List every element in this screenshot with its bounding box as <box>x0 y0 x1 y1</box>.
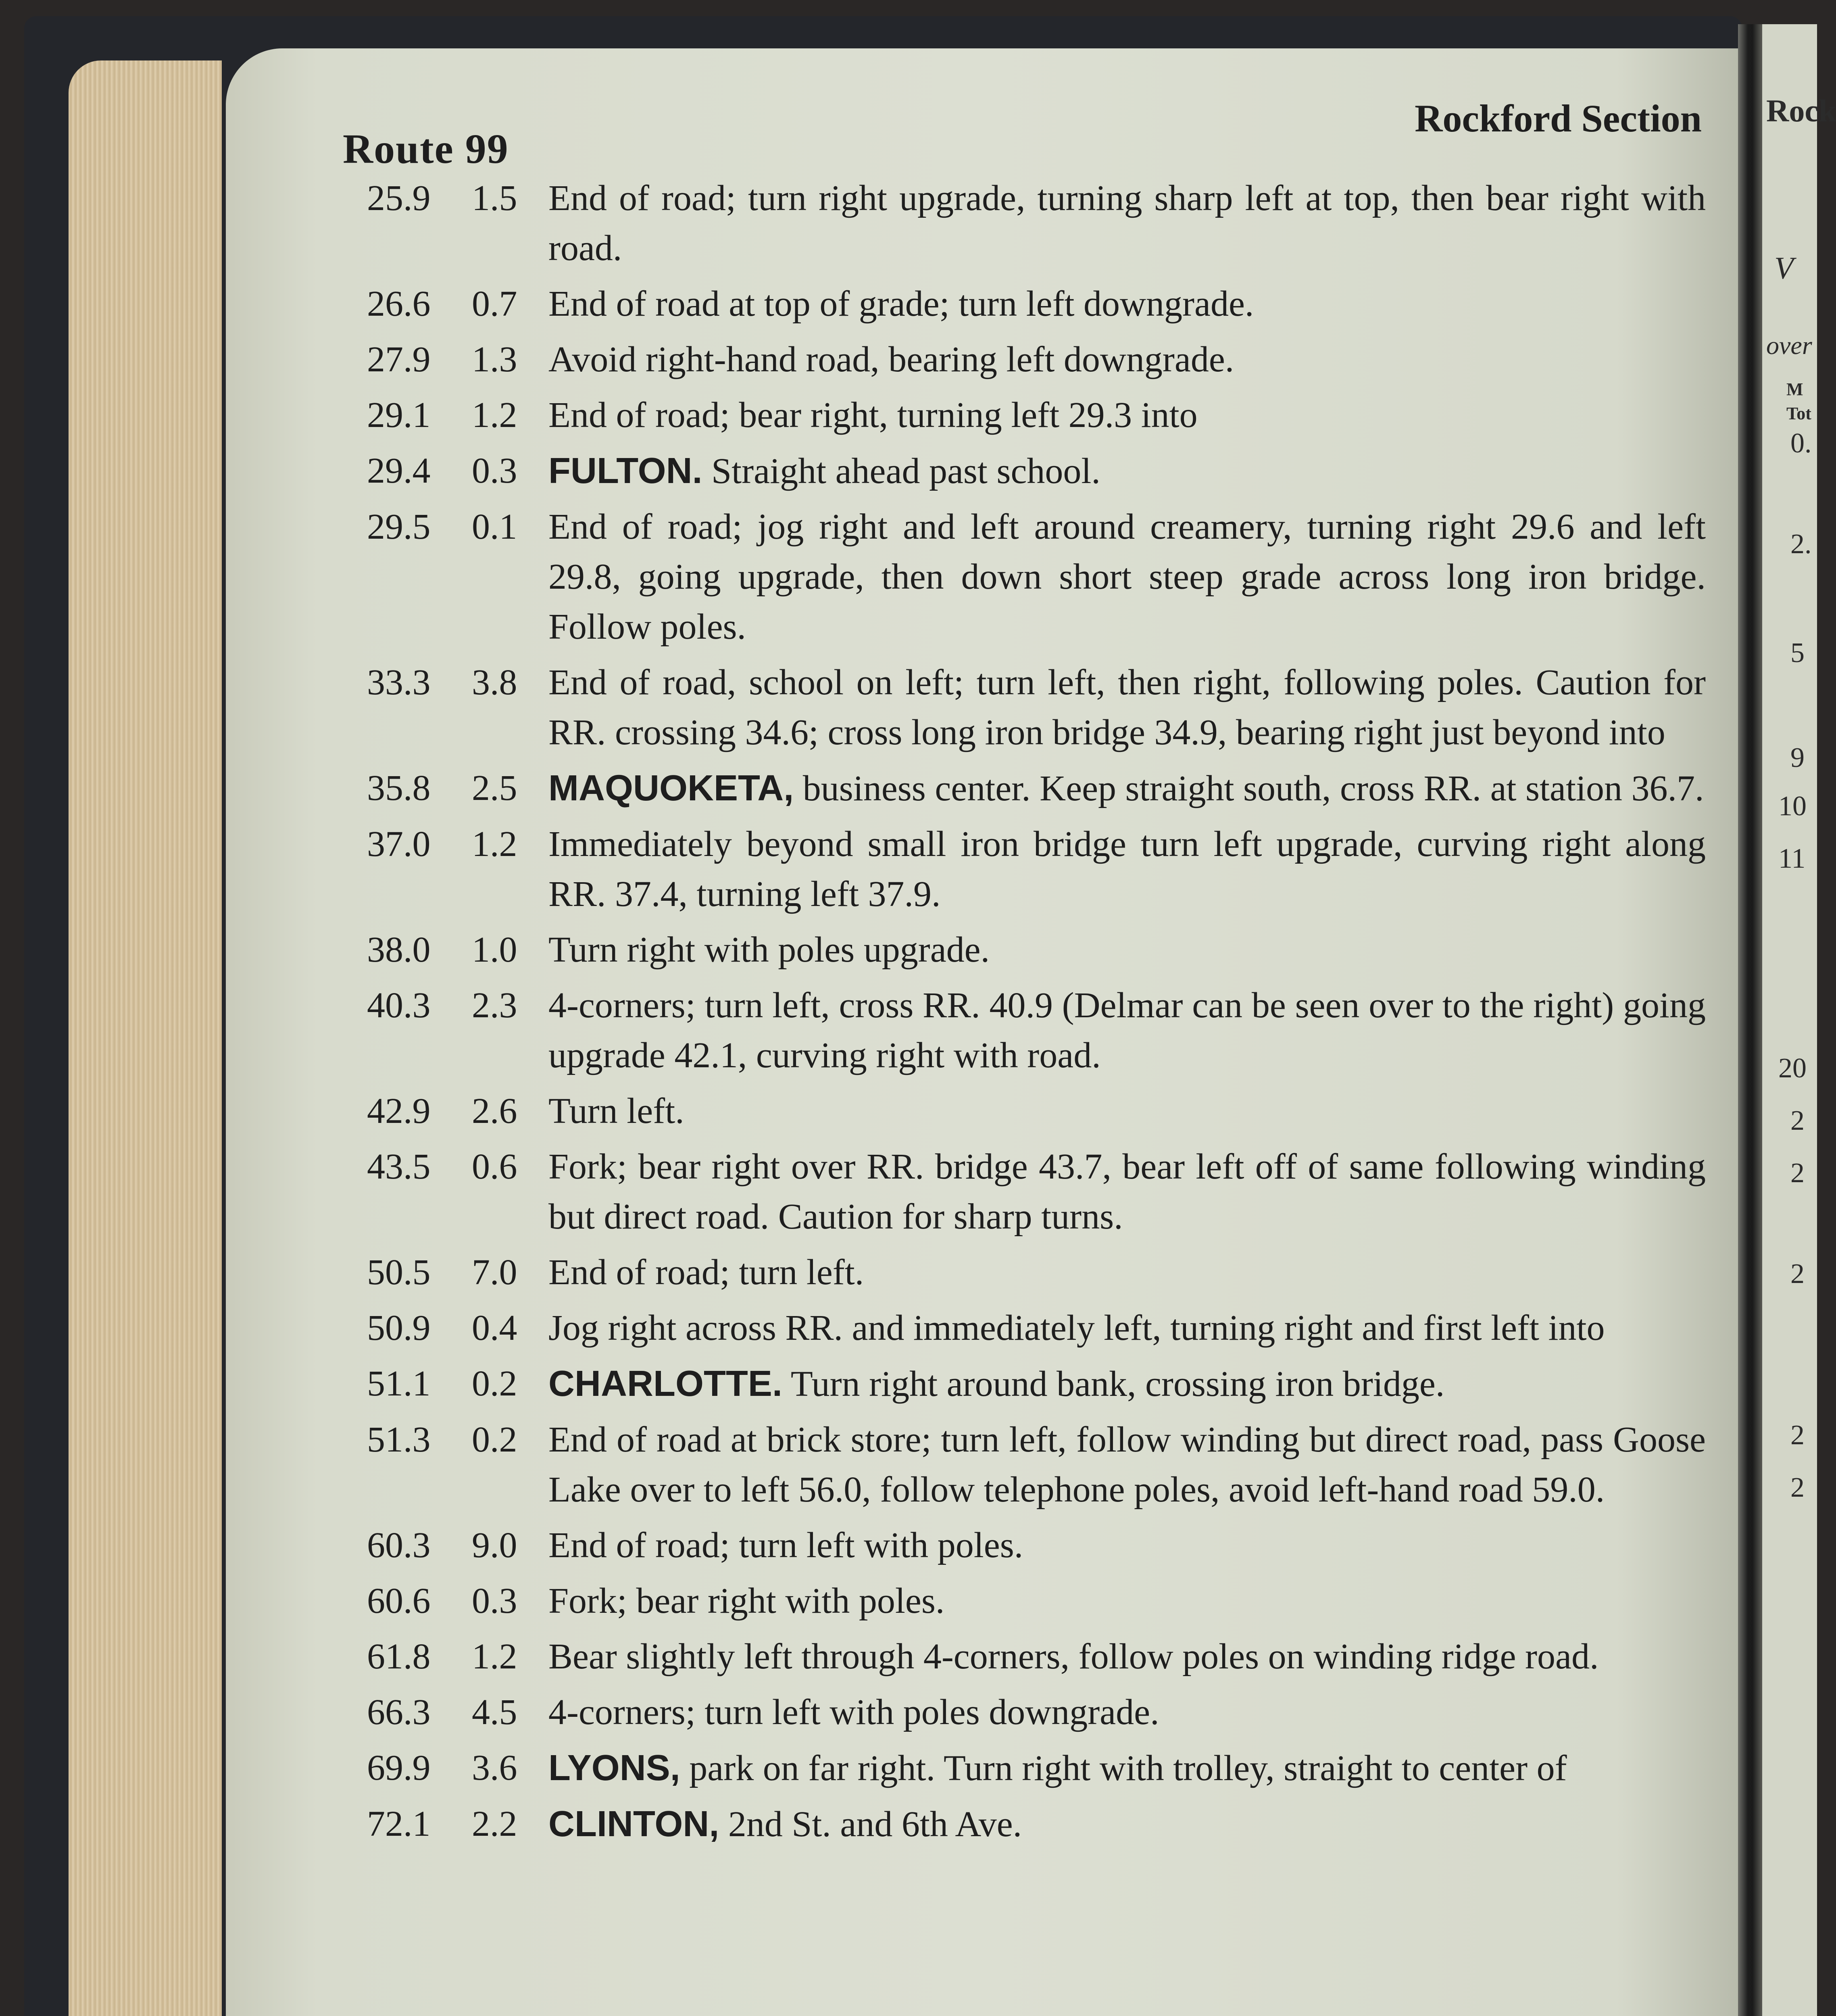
direction-text <box>548 1415 1714 1515</box>
total-mileage: 29.1 <box>367 395 431 435</box>
direction-text <box>548 1576 1714 1626</box>
direction-text <box>548 1248 1714 1297</box>
intermediate-mileage: 2.5 <box>472 768 517 808</box>
direction-text <box>548 1799 1714 1849</box>
next-page-text: M <box>1786 379 1803 399</box>
direction-description: Turn left. <box>548 1091 684 1131</box>
direction-description: 4-corners; turn left with poles downgrade. <box>548 1692 1159 1732</box>
total-mileage: 29.5 <box>367 507 431 547</box>
town-name: LYONS, <box>548 1748 680 1788</box>
total-mileage: 42.9 <box>367 1091 431 1131</box>
total-mileage: 51.3 <box>367 1420 431 1460</box>
direction-text <box>548 279 1714 329</box>
direction-text <box>548 1086 1714 1136</box>
direction-text <box>548 981 1714 1081</box>
direction-row <box>343 925 1714 975</box>
direction-row <box>343 1687 1714 1737</box>
total-mileage: 40.3 <box>367 985 431 1025</box>
direction-row <box>343 658 1714 758</box>
direction-text <box>548 502 1714 652</box>
next-page-text: 2 <box>1790 1420 1805 1451</box>
direction-description: Straight ahead past school. <box>711 451 1100 491</box>
intermediate-mileage: 1.2 <box>472 824 517 864</box>
next-page-text: 2 <box>1790 1105 1805 1136</box>
next-page-text: 2 <box>1790 1158 1805 1189</box>
direction-description: End of road; turn right upgrade, turning sharp left at top, then bear right with road. <box>548 178 1706 268</box>
next-page-text: 20 <box>1778 1053 1807 1084</box>
next-page-fragment <box>1762 24 1836 2016</box>
town-name: FULTON. <box>548 451 702 491</box>
next-page-text: V <box>1774 250 1794 285</box>
section-title: Rockford Section <box>1415 97 1702 140</box>
direction-text <box>548 1520 1714 1570</box>
total-mileage: 26.6 <box>367 284 431 324</box>
intermediate-mileage: 2.2 <box>472 1804 517 1844</box>
direction-row <box>343 1576 1714 1626</box>
direction-row <box>343 1359 1714 1409</box>
direction-text <box>548 1142 1714 1242</box>
town-name: CHARLOTTE. <box>548 1364 782 1404</box>
direction-row <box>343 502 1714 652</box>
page-content <box>343 93 1714 2016</box>
direction-description: End of road; bear right, turning left 29.3 into <box>548 395 1198 435</box>
direction-text <box>548 1743 1714 1793</box>
direction-row <box>343 446 1714 496</box>
direction-row <box>343 1799 1714 1849</box>
intermediate-mileage: 0.2 <box>472 1420 517 1460</box>
intermediate-mileage: 1.2 <box>472 1637 517 1677</box>
next-page-text: 10 <box>1778 791 1807 822</box>
direction-description: Fork; bear right over RR. bridge 43.7, bear left off of same following winding but direct road. Caution for sharp turns. <box>548 1147 1706 1237</box>
intermediate-mileage: 0.3 <box>472 1581 517 1621</box>
next-page-text: 0. <box>1790 428 1812 459</box>
intermediate-mileage: 4.5 <box>472 1692 517 1732</box>
direction-row <box>343 1248 1714 1297</box>
intermediate-mileage: 9.0 <box>472 1525 517 1565</box>
next-page-text: 5 <box>1790 637 1805 669</box>
direction-text <box>548 1359 1714 1409</box>
direction-text <box>548 1632 1714 1682</box>
page-edges <box>69 60 222 2016</box>
town-name: MAQUOKETA, <box>548 768 794 808</box>
next-page-text: 2 <box>1790 1258 1805 1289</box>
total-mileage: 66.3 <box>367 1692 431 1732</box>
direction-description: Bear slightly left through 4-corners, follow poles on winding ridge road. <box>548 1637 1599 1677</box>
intermediate-mileage: 3.6 <box>472 1748 517 1788</box>
intermediate-mileage: 0.3 <box>472 451 517 491</box>
total-mileage: 29.4 <box>367 451 431 491</box>
intermediate-mileage: 1.3 <box>472 339 517 379</box>
intermediate-mileage: 0.1 <box>472 507 517 547</box>
direction-text <box>548 819 1714 919</box>
direction-text <box>548 925 1714 975</box>
total-mileage: 60.6 <box>367 1581 431 1621</box>
direction-row <box>343 173 1714 273</box>
direction-description: End of road; turn left with poles. <box>548 1525 1023 1565</box>
direction-row <box>343 1303 1714 1353</box>
direction-text <box>548 173 1714 273</box>
direction-text <box>548 658 1714 758</box>
direction-row <box>343 819 1714 919</box>
direction-row <box>343 763 1714 814</box>
intermediate-mileage: 2.3 <box>472 985 517 1025</box>
direction-description: End of road at top of grade; turn left downgrade. <box>548 284 1254 324</box>
intermediate-mileage: 0.4 <box>472 1308 517 1348</box>
total-mileage: 27.9 <box>367 339 431 379</box>
direction-row <box>343 1520 1714 1570</box>
route-directions <box>343 173 1714 1855</box>
direction-description: Jog right across RR. and immediately left, turning right and first left into <box>548 1308 1605 1348</box>
intermediate-mileage: 0.7 <box>472 284 517 324</box>
direction-description: End of road; turn left. <box>548 1252 864 1292</box>
total-mileage: 37.0 <box>367 824 431 864</box>
direction-description: Fork; bear right with poles. <box>548 1581 945 1621</box>
direction-text <box>548 1303 1714 1353</box>
direction-text <box>548 446 1714 496</box>
direction-text <box>548 763 1714 814</box>
direction-description: End of road, school on left; turn left, then right, following poles. Caution for RR. crossing 34.6; cross long iron bridge 34.9, bearing right just beyond into <box>548 662 1706 752</box>
intermediate-mileage: 0.2 <box>472 1364 517 1404</box>
direction-row <box>343 981 1714 1081</box>
next-page-text: 2 <box>1790 1472 1805 1503</box>
direction-description: 2nd St. and 6th Ave. <box>728 1804 1022 1844</box>
next-page-text: over <box>1766 331 1812 360</box>
next-page-text: 9 <box>1790 742 1805 773</box>
total-mileage: 25.9 <box>367 178 431 218</box>
total-mileage: 60.3 <box>367 1525 431 1565</box>
total-mileage: 50.5 <box>367 1252 431 1292</box>
total-mileage: 61.8 <box>367 1637 431 1677</box>
direction-description: End of road at brick store; turn left, follow winding but direct road, pass Goose Lake over to left 56.0, follow telephone poles, avoid left-hand road 59.0. <box>548 1420 1706 1510</box>
direction-row <box>343 1415 1714 1515</box>
direction-description: park on far right. Turn right with trolley, straight to center of <box>689 1748 1567 1788</box>
direction-row <box>343 1743 1714 1793</box>
book-gutter <box>1738 24 1762 2016</box>
total-mileage: 50.9 <box>367 1308 431 1348</box>
intermediate-mileage: 2.6 <box>472 1091 517 1131</box>
direction-description: Turn right around bank, crossing iron bridge. <box>790 1364 1445 1404</box>
intermediate-mileage: 1.5 <box>472 178 517 218</box>
direction-text <box>548 335 1714 385</box>
next-page-text: 2. <box>1790 529 1812 560</box>
total-mileage: 72.1 <box>367 1804 431 1844</box>
town-name: CLINTON, <box>548 1804 719 1844</box>
next-page-text: Tot <box>1786 404 1811 423</box>
direction-text <box>548 390 1714 440</box>
total-mileage: 51.1 <box>367 1364 431 1404</box>
total-mileage: 43.5 <box>367 1147 431 1187</box>
intermediate-mileage: 1.0 <box>472 930 517 970</box>
total-mileage: 35.8 <box>367 768 431 808</box>
direction-description: End of road; jog right and left around creamery, turning right 29.6 and left 29.8, going upgrade, then down short steep grade across long iron bridge. Follow poles. <box>548 507 1706 647</box>
total-mileage: 69.9 <box>367 1748 431 1788</box>
next-page-text: Rock <box>1766 93 1836 128</box>
direction-row <box>343 279 1714 329</box>
total-mileage: 33.3 <box>367 662 431 702</box>
direction-text <box>548 1687 1714 1737</box>
next-page-text: 11 <box>1778 843 1806 874</box>
page-header <box>343 93 1714 172</box>
direction-description: Immediately beyond small iron bridge turn left upgrade, curving right along RR. 37.4, turning left 37.9. <box>548 824 1706 914</box>
route-title: Route 99 <box>343 126 509 172</box>
direction-description: business center. Keep straight south, cross RR. at station 36.7. <box>802 768 1704 808</box>
direction-description: 4-corners; turn left, cross RR. 40.9 (Delmar can be seen over to the right) going upgrade 42.1, curving right with road. <box>548 985 1706 1075</box>
direction-row <box>343 335 1714 385</box>
intermediate-mileage: 3.8 <box>472 662 517 702</box>
direction-description: Avoid right-hand road, bearing left downgrade. <box>548 339 1234 379</box>
intermediate-mileage: 0.6 <box>472 1147 517 1187</box>
direction-row <box>343 390 1714 440</box>
direction-row <box>343 1632 1714 1682</box>
direction-row <box>343 1086 1714 1136</box>
total-mileage: 38.0 <box>367 930 431 970</box>
direction-row <box>343 1142 1714 1242</box>
intermediate-mileage: 7.0 <box>472 1252 517 1292</box>
intermediate-mileage: 1.2 <box>472 395 517 435</box>
direction-description: Turn right with poles upgrade. <box>548 930 990 970</box>
